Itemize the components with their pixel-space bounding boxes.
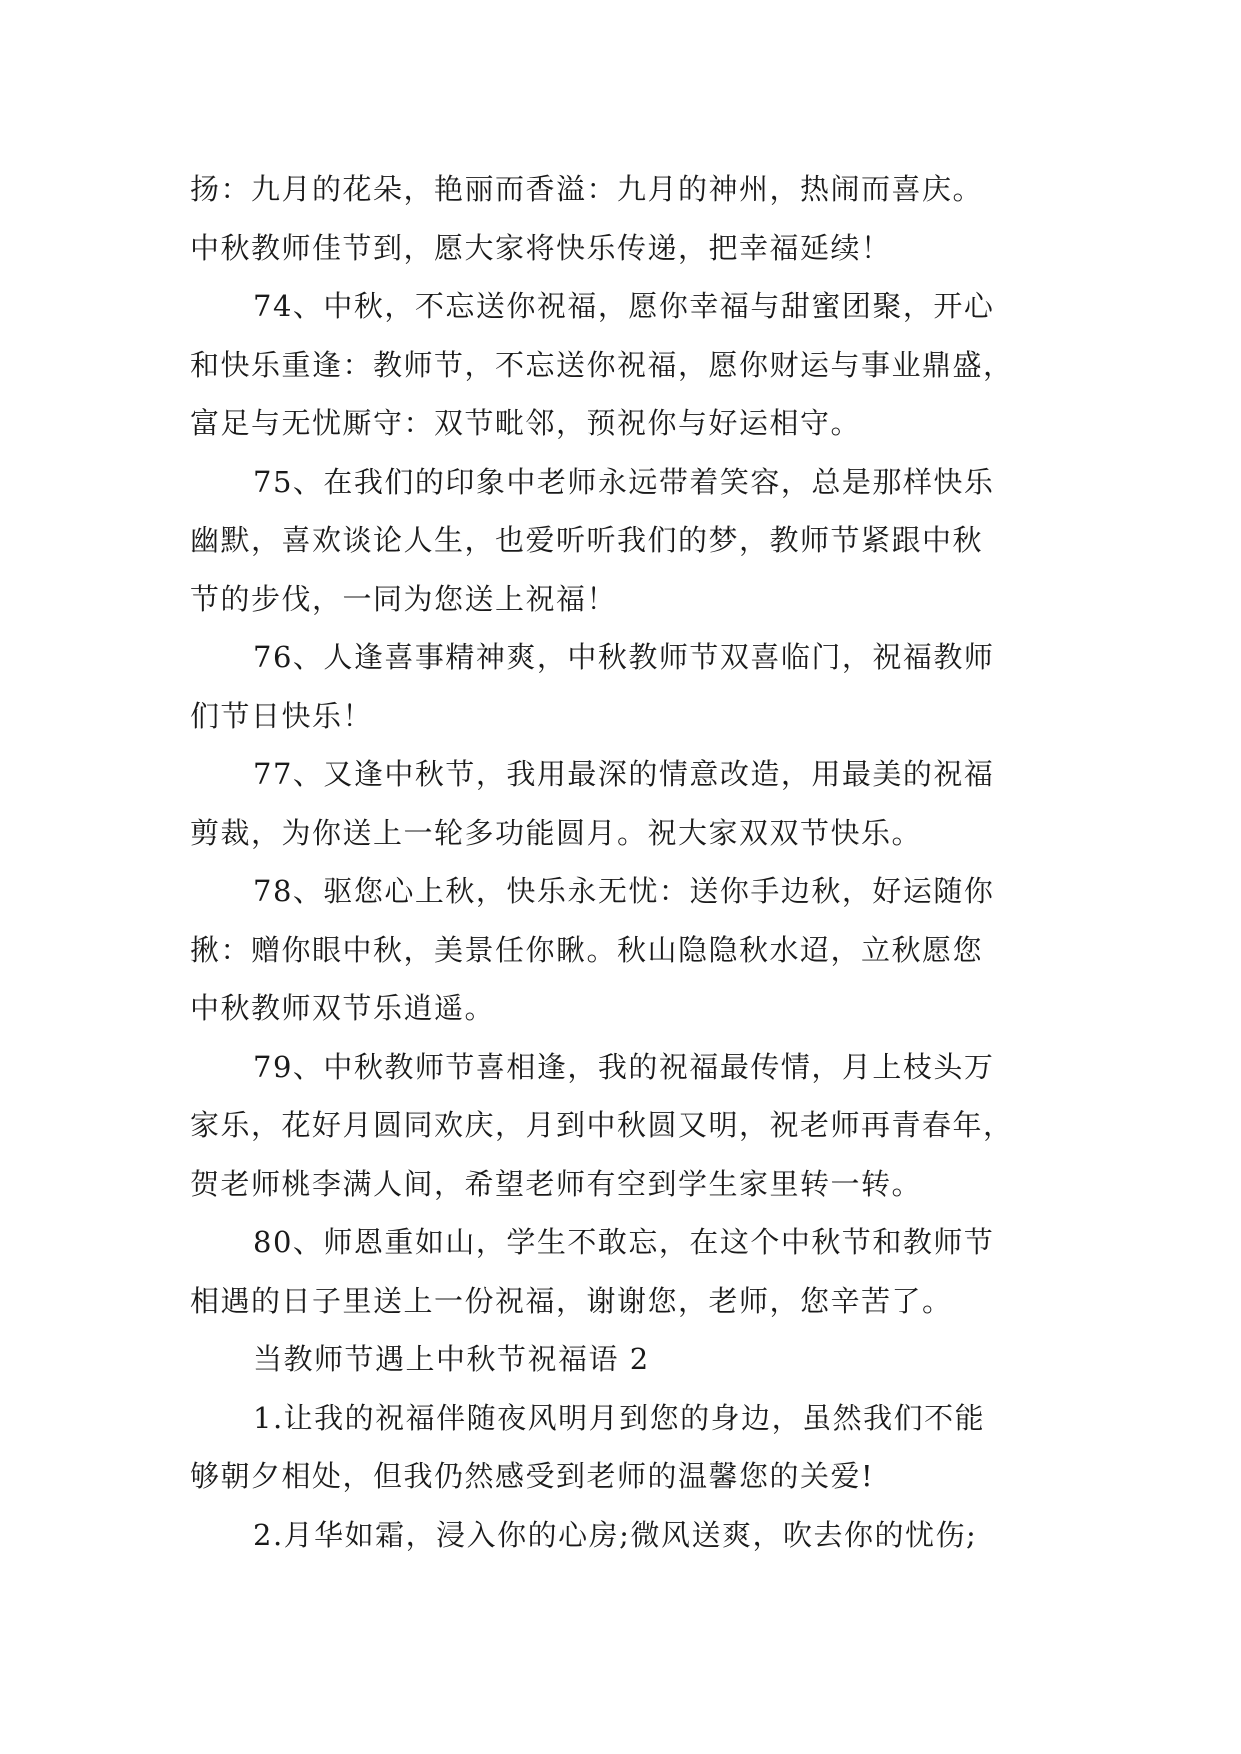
text-line: 相遇的日子里送上一份祝福，谢谢您，老师，您辛苦了。 — [190, 1283, 953, 1318]
text-line: 幽默，喜欢谈论人生，也爱听听我们的梦，教师节紧跟中秋 — [190, 523, 984, 557]
text-line: 74、中秋，不忘送你祝福，愿你幸福与甜蜜团聚，开心 — [253, 289, 995, 323]
text-line: 节的步伐，一同为您送上祝福！ — [190, 581, 618, 616]
text-line: 80、师恩重如山，学生不敢忘，在这个中秋节和教师节 — [253, 1225, 995, 1259]
text-line: 和快乐重逢：教师节，不忘送你祝福，愿你财运与事业鼎盛， — [190, 347, 1014, 382]
text-line: 贺老师桃李满人间，希望老师有空到学生家里转一转。 — [190, 1166, 923, 1201]
text-line: 76、人逢喜事精神爽，中秋教师节双喜临门，祝福教师 — [253, 640, 995, 674]
text-line: 当教师节遇上中秋节祝福语 2 — [253, 1342, 650, 1376]
text-line: 75、在我们的印象中老师永远带着笑容，总是那样快乐 — [253, 464, 995, 499]
text-line: 2.月华如霜，浸入你的心房;微风送爽，吹去你的忧伤; — [253, 1517, 978, 1552]
text-line: 够朝夕相处，但我仍然感受到老师的温馨您的关爱! — [190, 1459, 875, 1493]
text-line: 中秋教师双节乐逍遥。 — [190, 991, 496, 1025]
document-body — [190, 160, 1070, 1564]
text-line: 1.让我的祝福伴随夜风明月到您的身边，虽然我们不能 — [253, 1400, 986, 1435]
text-line: 富足与无忧厮守：双节毗邻，预祝你与好运相守。 — [190, 406, 862, 440]
text-line: 家乐，花好月圆同欢庆，月到中秋圆又明，祝老师再青春年， — [190, 1108, 1014, 1142]
text-line: 78、驱您心上秋，快乐永无忧：送你手边秋，好运随你 — [253, 874, 995, 908]
text-line: 77、又逢中秋节，我用最深的情意改造，用最美的祝福 — [253, 757, 995, 791]
text-line: 中秋教师佳节到，愿大家将快乐传递，把幸福延续！ — [190, 230, 892, 265]
text-line: 剪裁，为你送上一轮多功能圆月。祝大家双双节快乐。 — [190, 815, 923, 850]
text-line: 79、中秋教师节喜相逢，我的祝福最传情，月上枝头万 — [253, 1049, 995, 1084]
text-line: 们节日快乐！ — [190, 698, 374, 733]
text-line: 扬：九月的花朵，艳丽而香溢：九月的神州，热闹而喜庆。 — [190, 172, 984, 206]
text-line: 揪：赠你眼中秋，美景任你瞅。秋山隐隐秋水迢，立秋愿您 — [190, 932, 984, 967]
